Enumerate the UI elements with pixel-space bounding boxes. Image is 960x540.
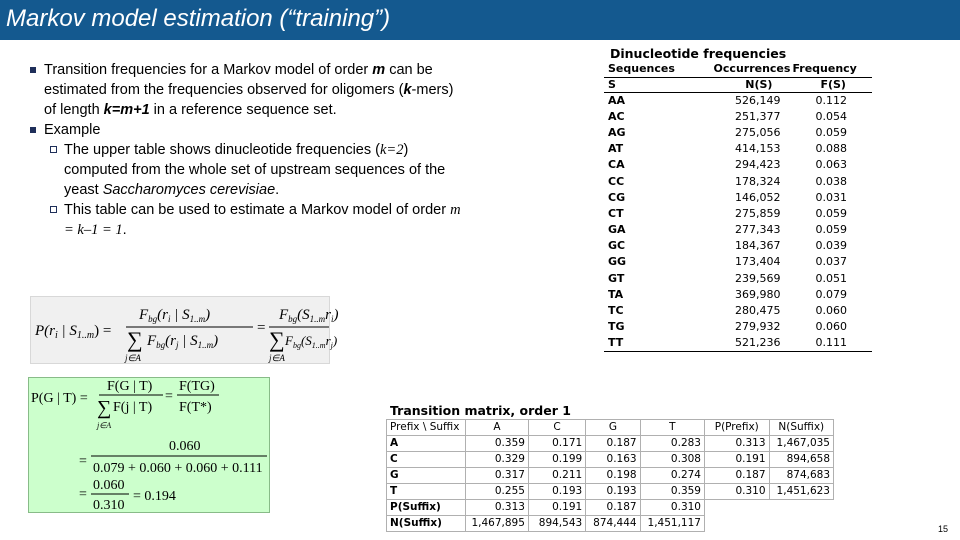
sequence-cell: TA: [608, 287, 624, 301]
title-bar: [0, 0, 960, 40]
bullet-text: can be estimated from the frequencies observed for oligomers (: [44, 62, 433, 98]
frequency-cell: 0.051: [815, 271, 847, 285]
bullet-text: This table can be used to estimate a Markov model of order: [64, 202, 451, 218]
transition-probability-formula: [30, 296, 339, 364]
occurrences-cell: 277,343: [734, 223, 781, 237]
table-cell: 0.171: [528, 436, 585, 452]
table-cell: 1,451,623: [769, 484, 833, 500]
table-cell: 894,658: [769, 452, 833, 468]
sum-index: j∈A: [269, 353, 285, 363]
column-header: Occurrences: [691, 62, 790, 77]
frequency-cell: 0.059: [815, 125, 847, 139]
row-header: P(Suffix): [387, 500, 466, 516]
page-number: 15: [938, 524, 949, 534]
bullet-text: Transition frequencies for a Markov model of order: [44, 62, 373, 78]
transition-table-grid: [386, 419, 834, 532]
frequency-cell: 0.054: [815, 109, 847, 123]
example-numerator-2: F(TG): [179, 379, 215, 394]
table-row: [604, 108, 872, 124]
column-subheader: N(S): [691, 77, 790, 92]
occurrences-cell: 173,404: [734, 255, 781, 269]
table-row: [604, 238, 872, 254]
table-row: [387, 516, 834, 532]
table-row: [604, 124, 872, 140]
column-subheader: S: [604, 77, 691, 92]
table-row: [604, 286, 872, 302]
sub-bullet-upper-table: [28, 140, 468, 200]
bullet-text: in a reference sequence set.: [149, 102, 337, 118]
bullet-k: k: [403, 82, 412, 98]
table-row: [604, 92, 872, 108]
occurrences-cell: 280,475: [734, 304, 781, 318]
table-cell: [704, 500, 769, 516]
sequence-cell: AC: [608, 109, 625, 123]
transition-matrix-table: [386, 402, 834, 529]
table-cell: [704, 516, 769, 532]
table-cell: 0.193: [586, 484, 640, 500]
row-header: G: [387, 468, 466, 484]
table-cell: 0.313: [465, 500, 528, 516]
table-cell: 0.317: [465, 468, 528, 484]
table-cell: 0.198: [586, 468, 640, 484]
table-cell: 0.313: [704, 436, 769, 452]
example-denominator-2: F(T*): [179, 400, 212, 415]
square-bullet-icon: [50, 206, 57, 213]
frequency-cell: 0.060: [815, 320, 847, 334]
table-cell: 0.191: [704, 452, 769, 468]
table-row: [604, 254, 872, 270]
table-cell: 1,467,035: [769, 436, 833, 452]
occurrences-cell: 239,569: [734, 271, 781, 285]
table-cell: [769, 516, 833, 532]
frequency-cell: 0.031: [815, 190, 847, 204]
sum-index: j∈A: [125, 353, 141, 363]
example-result: = 0.194: [133, 489, 176, 504]
sequence-cell: CA: [608, 158, 625, 172]
column-header: Prefix \ Suffix: [387, 420, 466, 436]
table-cell: 0.329: [465, 452, 528, 468]
table-cell: 0.191: [528, 500, 585, 516]
slide-title: Markov model estimation (“training”): [6, 5, 391, 32]
table-cell: 1,451,117: [640, 516, 704, 532]
sequence-cell: CG: [608, 190, 626, 204]
bullet-text: .: [122, 222, 127, 238]
frequency-cell: 0.111: [790, 335, 872, 351]
table-row: [387, 468, 834, 484]
sigma-symbol: ∑: [97, 397, 112, 419]
transition-header-row: [387, 420, 834, 436]
table-row: [604, 141, 872, 157]
frequency-cell: 0.063: [815, 158, 847, 172]
table-cell: 0.211: [528, 468, 585, 484]
column-header: G: [586, 420, 640, 436]
occurrences-cell: 521,236: [691, 335, 790, 351]
dinucleotide-table-body: [604, 92, 872, 351]
dinucleotide-table-title: Dinucleotide frequencies: [610, 46, 787, 61]
equals-sign: =: [165, 389, 173, 404]
frequency-cell: 0.059: [815, 223, 847, 237]
table-cell: [769, 500, 833, 516]
row-header: N(Suffix): [387, 516, 466, 532]
table-cell: 0.274: [640, 468, 704, 484]
column-header: P(Prefix): [704, 420, 769, 436]
species-name: Saccharomyces cerevisiae: [102, 182, 276, 198]
equals-sign: =: [257, 320, 266, 336]
bullet-length-k: k=m+1: [103, 102, 150, 118]
example-numerator-1: F(G | T): [107, 379, 153, 394]
table-row: [604, 222, 872, 238]
transition-table-title: Transition matrix, order 1: [390, 403, 571, 418]
frequency-cell: 0.037: [815, 255, 847, 269]
dinucleotide-table-grid: [604, 62, 872, 352]
table-row: [604, 335, 872, 351]
sigma-symbol: ∑: [127, 327, 143, 352]
occurrences-cell: 184,367: [734, 239, 781, 253]
table-cell: 0.310: [704, 484, 769, 500]
bullet-k-equals-2: k=2: [379, 142, 404, 158]
example-numerator-3: 0.060: [169, 439, 201, 454]
table-cell: 1,467,895: [465, 516, 528, 532]
frequency-cell: 0.039: [815, 239, 847, 253]
frequency-cell: 0.079: [815, 287, 847, 301]
table-row: [604, 157, 872, 173]
column-header: C: [528, 420, 585, 436]
formula-numerator-2: $F_{bg}(S_{1..m}r_i)$: [279, 307, 339, 324]
bullet-transition-frequencies: [28, 60, 468, 120]
frequency-cell: 0.038: [815, 174, 847, 188]
sequence-cell: CT: [608, 206, 624, 220]
occurrences-cell: 275,056: [734, 125, 781, 139]
dinucleotide-frequency-table: [604, 46, 872, 352]
sub-bullet-estimate-model: [28, 200, 468, 240]
column-header: A: [465, 420, 528, 436]
table-row: [387, 436, 834, 452]
occurrences-cell: 275,859: [734, 206, 781, 220]
table-cell: 0.163: [586, 452, 640, 468]
sum-index: j∈A: [97, 421, 112, 430]
column-header: Frequency: [790, 62, 872, 77]
row-header: T: [387, 484, 466, 500]
table-cell: 894,543: [528, 516, 585, 532]
frequency-cell: 0.059: [815, 206, 847, 220]
square-bullet-icon: [50, 146, 57, 153]
table-cell: 0.255: [465, 484, 528, 500]
formula-denominator-2: $F_{bg}(S_{1..m}r_j)$: [285, 333, 338, 350]
table-row: [604, 270, 872, 286]
sequence-cell: AA: [608, 93, 626, 107]
occurrences-cell: 251,377: [734, 109, 781, 123]
table-cell: 0.310: [640, 500, 704, 516]
table-cell: 0.187: [586, 436, 640, 452]
formula-example-svg: [29, 378, 271, 514]
column-header: T: [640, 420, 704, 436]
bullet-text: The upper table shows dinucleotide frequencies (: [64, 142, 380, 158]
sequence-cell: AG: [608, 125, 626, 139]
frequency-cell: 0.060: [815, 304, 847, 318]
table-row: [604, 302, 872, 318]
sequence-cell: AT: [608, 142, 624, 156]
column-subheader: F(S): [790, 77, 872, 92]
formula-general-svg: [31, 297, 339, 365]
sequence-cell: GC: [608, 239, 626, 253]
sequence-cell: GA: [608, 223, 626, 237]
example-denominator-4: 0.310: [93, 498, 125, 513]
table-row: [604, 173, 872, 189]
transition-table-body: [387, 436, 834, 532]
table-cell: 0.283: [640, 436, 704, 452]
occurrences-cell: 279,932: [734, 320, 781, 334]
example-denominator-1: F(j | T): [113, 400, 153, 415]
frequency-cell: 0.088: [815, 142, 847, 156]
equals-sign: =: [79, 487, 87, 502]
occurrences-cell: 146,052: [734, 190, 781, 204]
sequence-cell: GG: [608, 255, 627, 269]
table-row: [604, 205, 872, 221]
formula-lhs: $P(r_i$ | $S_{1..m}$) =: [35, 323, 112, 341]
table-cell: 0.359: [640, 484, 704, 500]
formula-denominator-1: $F_{bg}(r_j$ | $S_{1..m}$): [147, 333, 219, 350]
sequence-cell: TT: [604, 335, 691, 351]
sequence-cell: TG: [608, 320, 625, 334]
table-cell: 874,444: [586, 516, 640, 532]
table-cell: 0.308: [640, 452, 704, 468]
occurrences-cell: 414,153: [734, 142, 781, 156]
table-row: [604, 189, 872, 205]
occurrences-cell: 178,324: [734, 174, 781, 188]
table-cell: 0.193: [528, 484, 585, 500]
example-denominator-3: 0.079 + 0.060 + 0.060 + 0.111: [93, 461, 263, 476]
order-expression: m = k–1 = 1: [64, 202, 461, 238]
table-row: [604, 319, 872, 335]
table-cell: 874,683: [769, 468, 833, 484]
column-header: Sequences: [604, 62, 691, 77]
bullet-text: Example: [44, 122, 101, 138]
sigma-symbol: ∑: [269, 327, 285, 352]
occurrences-cell: 526,149: [734, 93, 781, 107]
frequency-cell: 0.112: [815, 93, 847, 107]
occurrences-cell: 294,423: [734, 158, 781, 172]
example-lhs: P(G | T) =: [31, 391, 88, 406]
equals-sign: =: [79, 454, 87, 469]
sequence-cell: TC: [608, 304, 624, 318]
bullet-text: .: [275, 182, 280, 198]
sequence-cell: GT: [608, 271, 625, 285]
bullet-list: [28, 60, 468, 240]
row-header: C: [387, 452, 466, 468]
example-numerator-4: 0.060: [93, 478, 125, 493]
table-row: [387, 500, 834, 516]
table-row: [387, 452, 834, 468]
formula-numerator-1: $F_{bg}(r_i$ | $S_{1..m}$): [139, 307, 211, 324]
table-cell: 0.187: [704, 468, 769, 484]
table-row: [387, 484, 834, 500]
column-header: N(Suffix): [769, 420, 833, 436]
table-cell: 0.199: [528, 452, 585, 468]
bullet-example: [28, 120, 468, 140]
bullet-text: ) computed from the whole set of upstream sequences of the yeast: [64, 142, 446, 198]
bullet-order-m: m: [372, 62, 386, 78]
table-cell: 0.359: [465, 436, 528, 452]
row-header: A: [387, 436, 466, 452]
worked-example-formula: [28, 377, 270, 513]
table-cell: 0.187: [586, 500, 640, 516]
occurrences-cell: 369,980: [734, 287, 781, 301]
sequence-cell: CC: [608, 174, 625, 188]
bullet-text: -mers) of length: [44, 82, 454, 118]
